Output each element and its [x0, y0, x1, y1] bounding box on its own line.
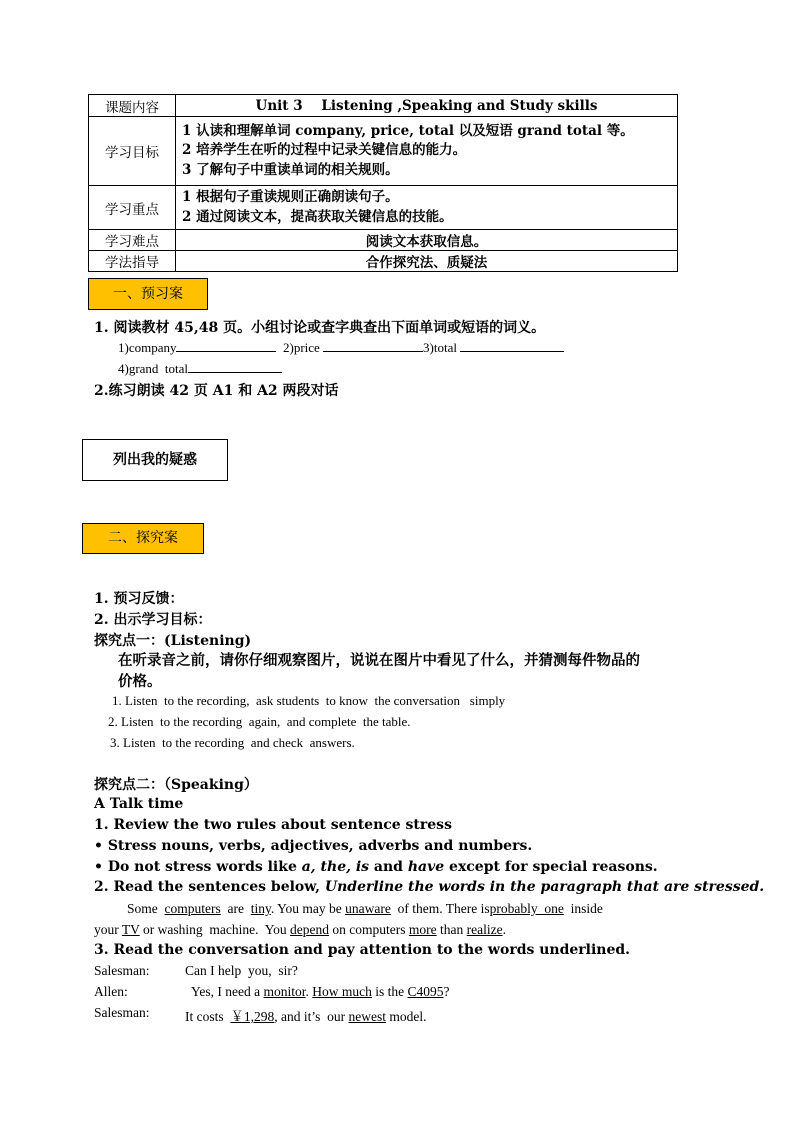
rule2-example-words: a, the, is — [301, 859, 370, 875]
read-title-text: 2. Read the sentences below, — [94, 879, 325, 895]
vocab-grand-total: 4)grand total — [118, 361, 189, 376]
dialogue-text: . — [305, 984, 309, 999]
point1-instruction-1: 在听录音之前，请你仔细观察图片，说说在图片中看见了什么，并猜测每件物品的 — [118, 652, 640, 669]
topic-content: Unit 3 Listening ,Speaking and Study skills — [176, 95, 678, 117]
rule2-text: • Do not stress words like — [94, 859, 302, 875]
row-label-objectives: 学习目标 — [89, 117, 176, 186]
dialogue-underlined: newest — [348, 1009, 386, 1024]
table-row — [89, 95, 678, 117]
dialogue-underlined: How much — [312, 984, 372, 999]
dialogue-underlined: ￥1,298 — [230, 1009, 275, 1024]
vocab-total: 3)total — [423, 340, 457, 355]
dialogue-line — [185, 1005, 427, 1025]
objective-3: 3 了解句子中重读单词的相关规则。 — [182, 161, 399, 178]
blank-line — [460, 339, 564, 352]
key-point-1: 1 根据句子重读规则正确朗读句子。 — [182, 189, 399, 205]
vocab-line-1 — [118, 339, 564, 356]
point2-title: 探究点二：（Speaking） — [94, 777, 258, 793]
table-row — [89, 230, 678, 251]
paragraph-line-1 — [127, 901, 603, 917]
section2-title: 二、探究案 — [108, 530, 178, 546]
row-label-difficulty: 学习难点 — [89, 230, 176, 251]
read-title-emphasis: Underline the words in the paragraph that are stressed. — [324, 879, 765, 895]
para-word: . — [502, 922, 506, 937]
section1-title: 一、预习案 — [113, 286, 183, 302]
para-stressed-word: computers — [164, 901, 221, 916]
review-title: 1. Review the two rules about sentence stress — [94, 817, 452, 833]
dialogue-speaker: Salesman: — [94, 963, 150, 978]
para-stressed-word: TV — [121, 922, 140, 937]
blank-line — [188, 360, 282, 373]
dialogue-text: Yes, I need a — [191, 984, 261, 999]
para-word: Some — [127, 901, 158, 916]
para-stressed-word: depend — [290, 922, 330, 937]
listening-step-2: 2. Listen to the recording again, and complete the table. — [108, 714, 411, 729]
para-word: . You may be — [270, 901, 342, 916]
objective-1: 1 认读和理解单词 company, price, total 以及短语 grand total 等。 — [182, 122, 634, 139]
vocab-company: 1)company — [118, 340, 177, 355]
listening-step-3: 3. Listen to the recording and check answers. — [110, 735, 355, 750]
dialogue-underlined: monitor — [263, 984, 306, 999]
feedback-item: 1. 预习反馈： — [94, 591, 184, 607]
para-word: inside — [570, 901, 603, 916]
vocab-line-2 — [118, 360, 282, 377]
dialogue-line: Can I help you, sir? — [185, 963, 298, 978]
dialogue-speaker: Allen: — [94, 984, 128, 999]
table-row — [89, 186, 678, 230]
para-stressed-word: tiny — [250, 901, 271, 916]
rule2-example-have: have — [407, 859, 445, 875]
lesson-plan-table — [88, 94, 678, 272]
para-word: on computers — [332, 922, 406, 937]
para-word: your — [94, 922, 119, 937]
para-stressed-word: probably one — [489, 901, 564, 916]
section2-title-box — [82, 523, 204, 554]
table-row — [89, 117, 678, 186]
prep-task-2: 2.练习朗读 42 页 A1 和 A2 两段对话 — [94, 383, 339, 399]
rule-1: • Stress nouns, verbs, adjectives, adverbs and numbers. — [94, 838, 533, 854]
objectives-content — [176, 117, 678, 186]
conversation-title: 3. Read the conversation and pay attention to the words underlined. — [94, 942, 631, 958]
talk-time-heading: A Talk time — [94, 796, 184, 812]
prep-task-1: 1. 阅读教材 45,48 页。小组讨论或查字典查出下面单词或短语的词义。 — [94, 320, 546, 336]
para-stressed-word: more — [408, 922, 437, 937]
rule-2 — [94, 859, 658, 875]
dialogue-text: , and it’s our — [274, 1009, 346, 1024]
objectives-item: 2. 出示学习目标： — [94, 612, 212, 628]
para-word: than — [440, 922, 464, 937]
row-label-topic: 课题内容 — [89, 95, 176, 117]
dialogue-line — [191, 984, 450, 1000]
para-word: are — [227, 901, 244, 916]
objective-2: 2 培养学生在听的过程中记录关键信息的能力。 — [182, 142, 467, 159]
key-points-content — [176, 186, 678, 230]
dialogue-speaker: Salesman: — [94, 1005, 150, 1020]
point1-instruction-2: 价格。 — [118, 673, 162, 690]
blank-line — [323, 339, 423, 352]
para-stressed-word: realize — [466, 922, 503, 937]
rule2-text: and — [369, 859, 408, 875]
row-label-method: 学法指导 — [89, 251, 176, 272]
doubts-box — [82, 439, 228, 481]
read-title — [94, 879, 764, 895]
method-content: 合作探究法、质疑法 — [176, 251, 678, 272]
key-point-2: 2 通过阅读文本，提高获取关键信息的技能。 — [182, 208, 453, 225]
dialogue-underlined: C4095 — [407, 984, 444, 999]
dialogue-text: is the — [375, 984, 405, 999]
section1-title-box — [88, 278, 208, 310]
para-word: or washing machine. You — [143, 922, 287, 937]
doubts-label: 列出我的疑惑 — [113, 452, 197, 468]
para-stressed-word: unaware — [345, 901, 391, 916]
dialogue-text: ? — [443, 984, 450, 999]
point1-title: 探究点一：(Listening) — [94, 633, 252, 649]
table-row — [89, 251, 678, 272]
blank-line — [176, 339, 276, 352]
rule2-text: except for special reasons. — [444, 859, 658, 875]
paragraph-line-2 — [94, 922, 506, 938]
dialogue-text: model. — [389, 1009, 427, 1024]
difficulty-content: 阅读文本获取信息。 — [176, 230, 678, 251]
vocab-price: 2)price — [282, 340, 320, 355]
row-label-key-points: 学习重点 — [89, 186, 176, 230]
dialogue-text: It costs — [185, 1009, 224, 1024]
listening-step-1: 1. Listen to the recording, ask students to know the conversation simply — [112, 693, 506, 708]
para-word: of them. There is — [397, 901, 490, 916]
